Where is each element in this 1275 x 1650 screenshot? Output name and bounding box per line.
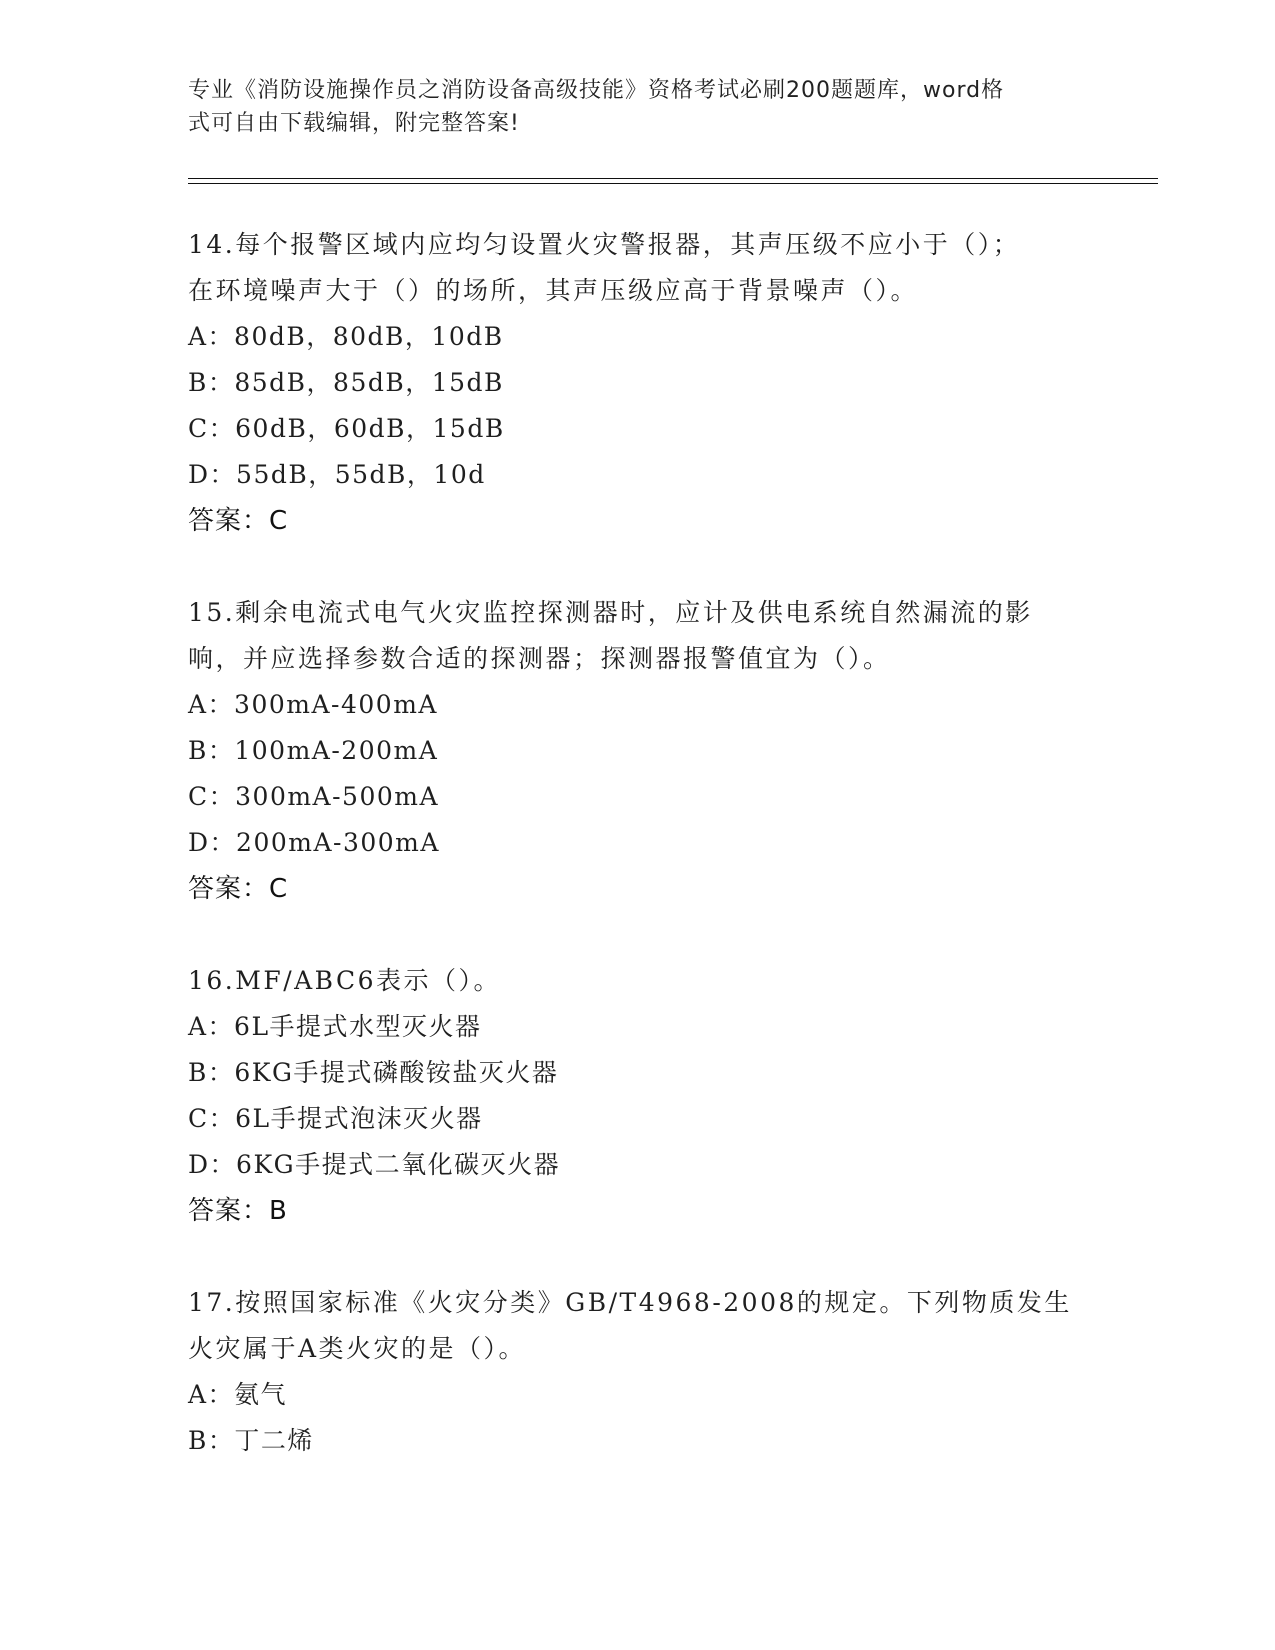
question-text-line-2: 响，并应选择参数合适的探测器；探测器报警值宜为（）。 bbox=[188, 644, 891, 673]
header-divider-top bbox=[188, 178, 1158, 179]
option-a: A：80dB，80dB，10dB bbox=[188, 322, 504, 351]
header-line-2: 式可自由下载编辑，附完整答案! bbox=[188, 111, 520, 136]
option-a: A：6L手提式水型灭火器 bbox=[188, 1012, 482, 1041]
answer: 答案：C bbox=[188, 874, 289, 904]
option-d: D：6KG手提式二氧化碳灭火器 bbox=[188, 1150, 561, 1179]
option-b: B：85dB，85dB，15dB bbox=[188, 368, 504, 397]
option-d: D：200mA-300mA bbox=[188, 828, 440, 857]
question-14 bbox=[188, 222, 1088, 544]
option-c: C：6L手提式泡沫灭火器 bbox=[188, 1104, 483, 1133]
question-text-line-1: 14.每个报警区域内应均匀设置火灾警报器，其声压级不应小于（）； bbox=[188, 230, 1021, 259]
answer: 答案：B bbox=[188, 1196, 288, 1226]
option-a: A：300mA-400mA bbox=[188, 690, 438, 719]
option-b: B：100mA-200mA bbox=[188, 736, 439, 765]
option-b: B：丁二烯 bbox=[188, 1426, 314, 1455]
question-17 bbox=[188, 1280, 1088, 1464]
question-text-line-1: 16.MF/ABC6表示（）。 bbox=[188, 966, 502, 995]
question-15 bbox=[188, 590, 1088, 912]
option-c: C：60dB，60dB，15dB bbox=[188, 414, 505, 443]
option-b: B：6KG手提式磷酸铵盐灭火器 bbox=[188, 1058, 559, 1087]
option-a: A：氨气 bbox=[188, 1380, 288, 1409]
option-d: D：55dB，55dB，10d bbox=[188, 460, 486, 489]
header-divider-bottom bbox=[188, 183, 1158, 184]
question-text-line-1: 17.按照国家标准《火灾分类》GB/T4968-2008的规定。下列物质发生 bbox=[188, 1288, 1072, 1317]
question-text-line-2: 在环境噪声大于（）的场所，其声压级应高于背景噪声（）。 bbox=[188, 276, 919, 305]
question-text-line-2: 火灾属于A类火灾的是（）。 bbox=[188, 1334, 527, 1363]
question-text-line-1: 15.剩余电流式电气火灾监控探测器时，应计及供电系统自然漏流的影 bbox=[188, 598, 1033, 627]
document-header bbox=[188, 74, 1068, 140]
option-c: C：300mA-500mA bbox=[188, 782, 440, 811]
header-line-1: 专业《消防设施操作员之消防设备高级技能》资格考试必刷200题题库，word格 bbox=[188, 78, 1005, 103]
question-16 bbox=[188, 958, 1088, 1234]
answer: 答案：C bbox=[188, 506, 289, 536]
